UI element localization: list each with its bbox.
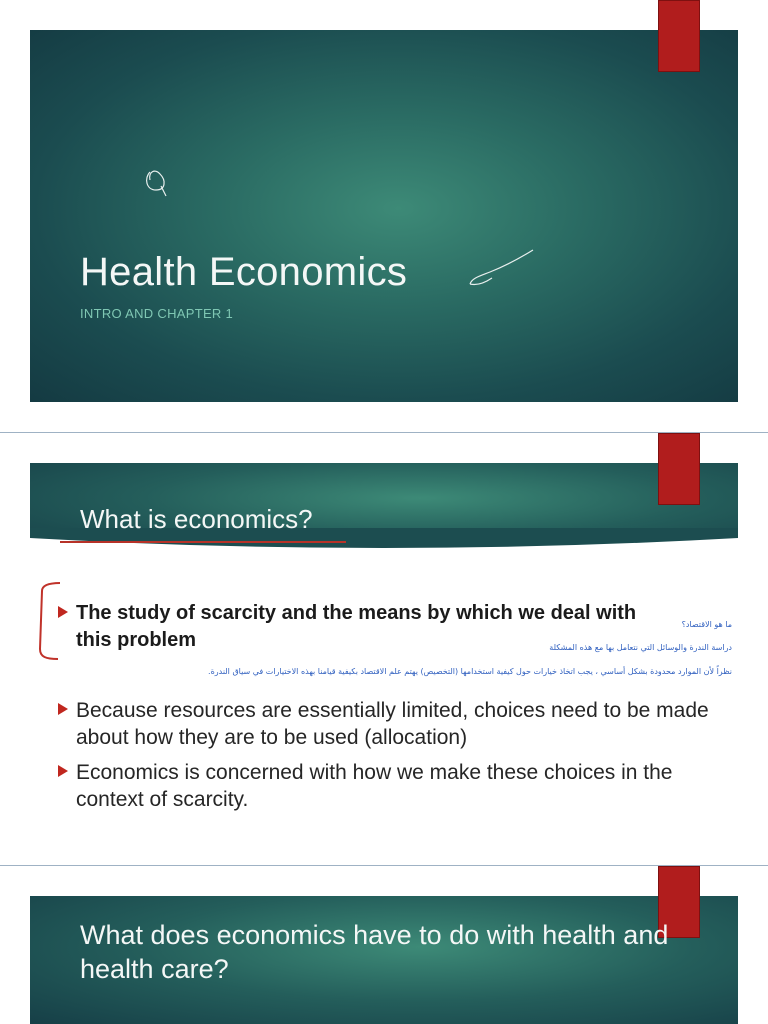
handwritten-ink-marks <box>0 0 768 432</box>
bullet-text: The study of scarcity and the means by which we deal with this problem <box>76 602 637 651</box>
triangle-bullet-icon <box>58 606 68 618</box>
bullet-item <box>58 759 718 813</box>
red-accent-tab <box>658 433 700 505</box>
slide-subtitle-text: INTRO AND CHAPTER 1 <box>80 306 234 321</box>
slide-title-text: What does economics have to do with health and health care? <box>80 920 669 984</box>
slide-title-text: Health Economics <box>80 250 408 294</box>
bullet-item <box>58 697 718 751</box>
ink-stroke-mark <box>470 250 533 285</box>
slide-what-is-economics <box>0 433 768 865</box>
bullet-text: Economics is concerned with how we make these choices in the context of scarcity. <box>76 761 673 811</box>
triangle-bullet-icon <box>58 765 68 777</box>
handwritten-underline-mark <box>60 541 346 543</box>
slide-title-text: What is economics? <box>80 504 313 534</box>
arabic-annotation: نظراً لأن الموارد محدودة بشكل أساسي ، يجب اتخاذ خيارات حول كيفية استخدامها (التخصيص) يهتم علم الاقتصاد بكيفية قيامنا بهذه الاختيارات في سياق الندرة. <box>208 667 732 676</box>
slide-title <box>0 0 768 432</box>
arabic-annotation: ما هو الاقتصاد؟ <box>681 620 732 629</box>
triangle-bullet-icon <box>58 703 68 715</box>
arabic-annotation: دراسة الندرة والوسائل التي نتعامل بها مع هذه المشكلة <box>549 643 732 652</box>
ink-scribble-mark <box>147 171 166 196</box>
bullet-text: Because resources are essentially limited, choices need to be made about how they are to be used (allocation) <box>76 699 709 749</box>
slide-economics-and-health <box>0 866 768 1024</box>
